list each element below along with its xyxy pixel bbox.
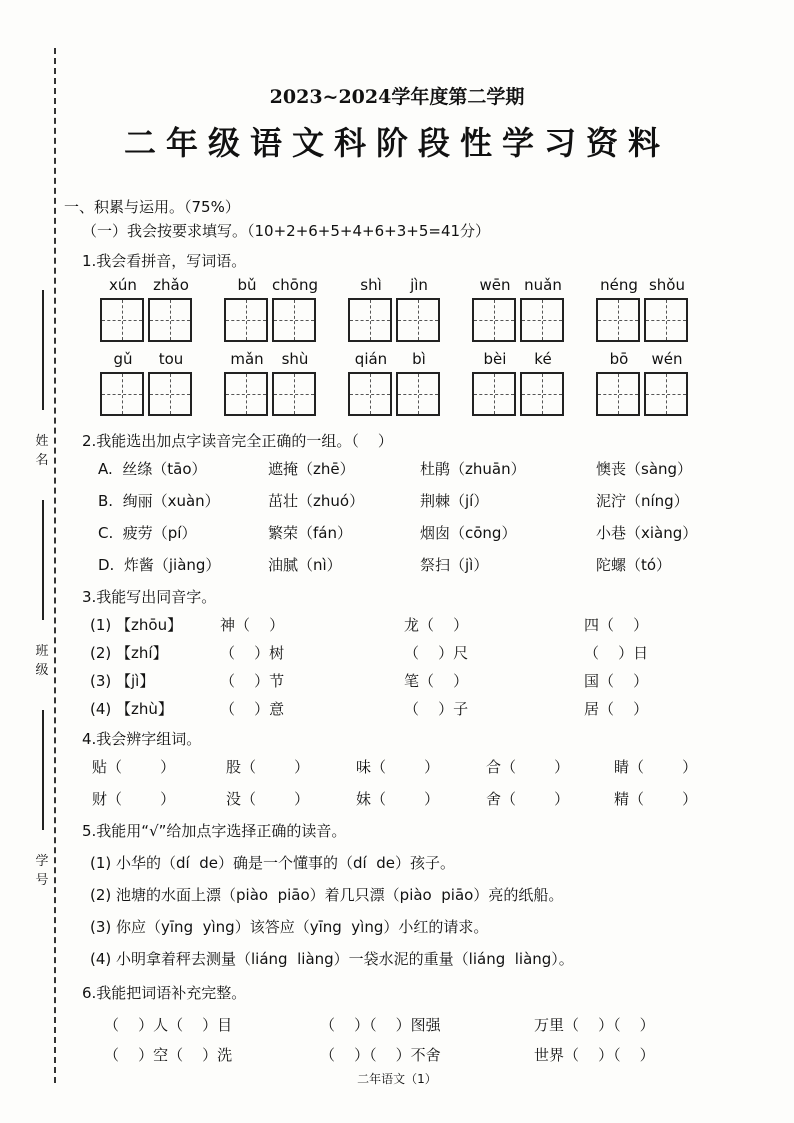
pinyin: shǒu [648,276,685,294]
q4-item: 没（ ） [226,790,310,808]
q3-blank: （ ）节 [220,672,285,690]
pinyin: chōng [272,276,318,294]
q4-item: 睛（ ） [614,758,698,776]
q2-option: 懊丧（sàng） [596,460,693,478]
pinyin: mǎn [230,350,264,368]
q3-blank: （ ）尺 [404,644,469,662]
writing-box[interactable] [472,298,516,342]
q2-option: 茁壮（zhuó） [268,492,365,510]
writing-box[interactable] [148,298,192,342]
writing-box[interactable] [596,372,640,416]
q5-item: (1) 小华的（dí de）确是一个懂事的（dí de）孩子。 [90,854,455,872]
pinyin: nuǎn [524,276,562,294]
q4-item: 财（ ） [92,790,176,808]
binding-dashed-line [54,48,56,1083]
q3-blank: 龙（ ） [404,616,469,634]
q3-blank: 国（ ） [584,672,649,690]
pinyin: shù [281,350,309,368]
q4-item: 贴（ ） [92,758,176,776]
school-year: 2023~2024学年度第二学期 [269,86,525,108]
writing-box[interactable] [348,372,392,416]
q3-blank: （ ）子 [404,700,469,718]
q5-item: (4) 小明拿着秤去测量（liáng liàng）一袋水泥的重量（liáng liàng）。 [90,950,574,968]
q3-blank: 四（ ） [584,616,649,634]
q4-item: 股（ ） [226,758,310,776]
q4-item: 舍（ ） [486,790,570,808]
q6-item: （ ）（ ）图强 [320,1016,441,1034]
part-heading: （一）我会按要求填写。（10+2+6+5+4+6+3+5=41分） [82,222,491,240]
writing-box[interactable] [520,298,564,342]
writing-box[interactable] [472,372,516,416]
side-field-number-label: 学号 [35,854,49,888]
q2-option: 烟囱（cōng） [420,524,517,542]
question-1-title: 1.我会看拼音，写词语。 [82,252,247,270]
question-2-title: 2.我能选出加点字读音完全正确的一组。（ ） [82,432,393,450]
pinyin: wēn [479,276,511,294]
question-6-title: 6.我能把词语补充完整。 [82,984,247,1002]
pinyin: zhǎo [153,276,189,294]
pinyin: xún [109,276,137,294]
pinyin: bèi [483,350,507,368]
writing-box[interactable] [596,298,640,342]
writing-box[interactable] [272,298,316,342]
page-footer: 二年语文（1） [357,1072,437,1086]
side-field-line [42,290,44,410]
q2-option: C. 疲劳（pí） [98,524,197,542]
q2-option: A. 丝绦（tāo） [98,460,207,478]
side-field-line [42,710,44,830]
q2-option: 繁荣（fán） [268,524,352,542]
q5-item: (3) 你应（yīng yìng）该答应（yīng yìng）小红的请求。 [90,918,489,936]
side-field-class-label: 班级 [35,644,49,678]
q3-blank: 居（ ） [584,700,649,718]
q2-option: 荆棘（jí） [420,492,489,510]
writing-box[interactable] [224,372,268,416]
section-heading: 一、积累与运用。（75%） [64,198,240,216]
pinyin: ké [534,350,552,368]
q2-option: 油腻（nì） [268,556,342,574]
pinyin: gǔ [113,350,133,368]
q6-item: 世界（ ）（ ） [534,1046,655,1064]
q3-blank: （ ）树 [220,644,285,662]
pinyin: bì [412,350,426,368]
q3-blank: （ ）日 [584,644,649,662]
writing-box[interactable] [644,372,688,416]
question-5-title: 5.我能用“√”给加点字选择正确的读音。 [82,822,347,840]
q6-item: （ ）空（ ）洗 [104,1046,233,1064]
q2-option: 祭扫（jì） [420,556,489,574]
q4-item: 合（ ） [486,758,570,776]
side-field-line [42,500,44,620]
question-3-title: 3.我能写出同音字。 [82,588,217,606]
q5-item: (2) 池塘的水面上漂（piào piāo）着几只漂（piào piāo）亮的纸船。 [90,886,564,904]
q3-label: (4) 【zhù】 [90,700,173,718]
q4-item: 味（ ） [356,758,440,776]
q2-option: 遮掩（zhē） [268,460,355,478]
q2-option: D. 炸酱（jiàng） [98,556,221,574]
q3-label: (1) 【zhōu】 [90,616,183,634]
q6-item: （ ）人（ ）目 [104,1016,233,1034]
writing-box[interactable] [100,372,144,416]
q2-option: B. 绚丽（xuàn） [98,492,220,510]
q4-item: 妹（ ） [356,790,440,808]
q4-item: 精（ ） [614,790,698,808]
pinyin: tou [158,350,184,368]
writing-box[interactable] [148,372,192,416]
q3-label: (2) 【zhí】 [90,644,168,662]
q3-blank: （ ）意 [220,700,285,718]
pinyin: néng [600,276,638,294]
q2-option: 泥泞（níng） [596,492,689,510]
q3-label: (3) 【jì】 [90,672,155,690]
q2-option: 杜鹃（zhuān） [420,460,526,478]
writing-box[interactable] [520,372,564,416]
writing-box[interactable] [224,298,268,342]
pinyin: qián [354,350,388,368]
writing-box[interactable] [348,298,392,342]
q2-option: 陀螺（tó） [596,556,672,574]
writing-box[interactable] [396,372,440,416]
writing-box[interactable] [272,372,316,416]
writing-box[interactable] [396,298,440,342]
pinyin: bō [609,350,629,368]
writing-box[interactable] [644,298,688,342]
question-4-title: 4.我会辨字组词。 [82,730,202,748]
q6-item: 万里（ ）（ ） [534,1016,655,1034]
q2-option: 小巷（xiàng） [596,524,698,542]
pinyin: jìn [410,276,428,294]
pinyin: shì [360,276,382,294]
q3-blank: 神（ ） [220,616,285,634]
q6-item: （ ）（ ）不舍 [320,1046,441,1064]
pinyin: bǔ [237,276,257,294]
q3-blank: 笔（ ） [404,672,469,690]
pinyin: wén [651,350,683,368]
writing-box[interactable] [100,298,144,342]
side-field-name-label: 姓名 [35,434,49,468]
page-title: 二年级语文科阶段性学习资料 [123,124,670,162]
